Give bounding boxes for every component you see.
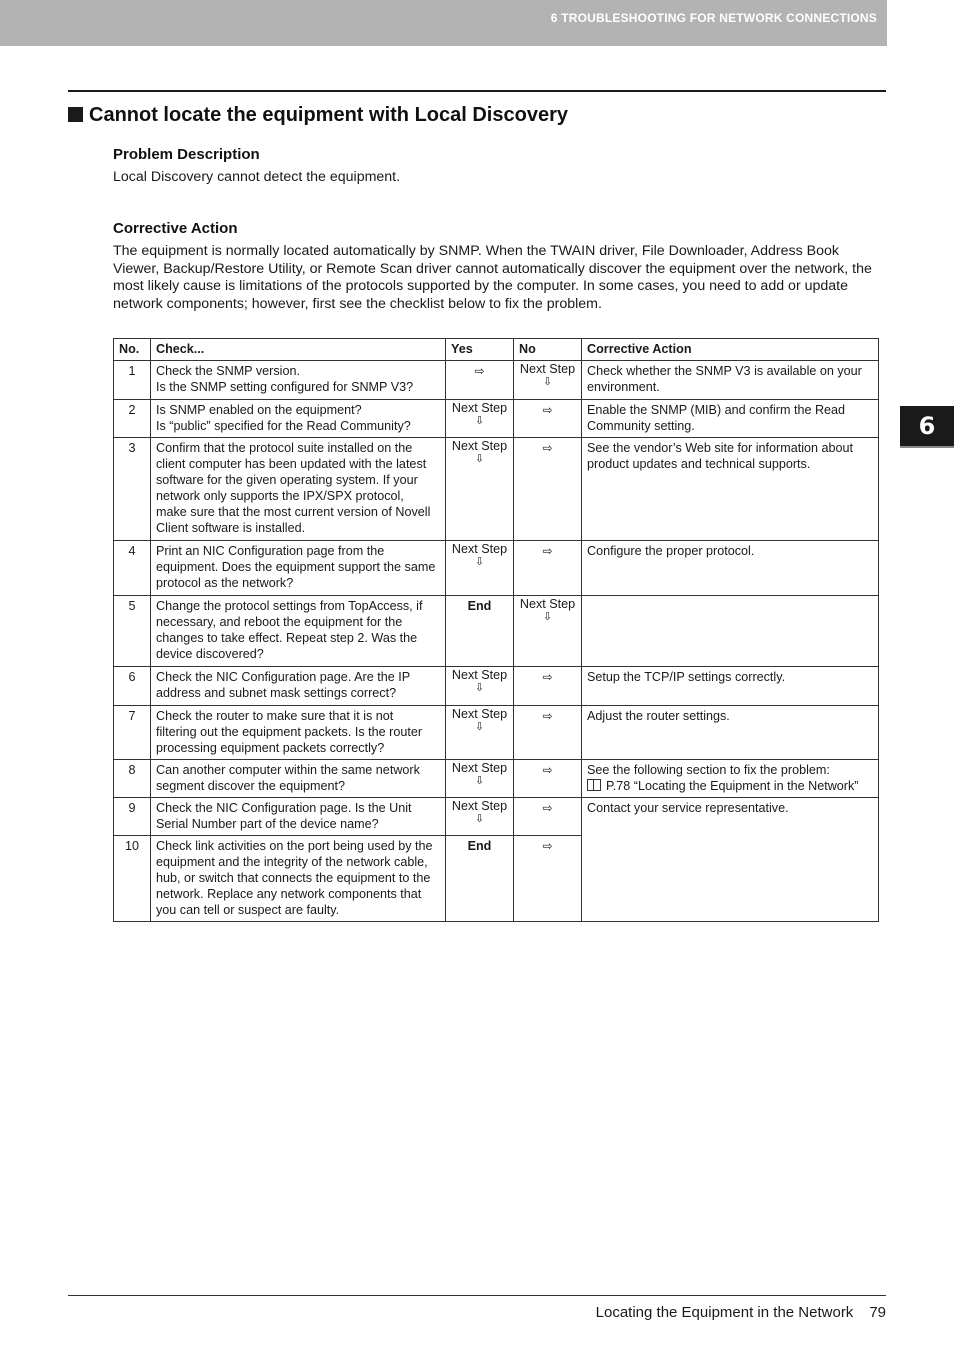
- check-line: network. Replace any network components that: [156, 887, 422, 901]
- yes-cell: [446, 438, 514, 541]
- check-line: changes to take effect. Repeat step 2. Was the: [156, 631, 418, 645]
- check-line: network only supports the IPX/SPX protocol,: [156, 489, 404, 503]
- row-number: 6: [114, 667, 151, 706]
- check-line: Check link activities on the port being used by the: [156, 839, 433, 853]
- action-line: Configure the proper protocol.: [587, 544, 755, 558]
- check-line: Check the NIC Configuration page. Are the IP: [156, 670, 411, 684]
- check-line: hub, or switch that connects the equipment to the: [156, 871, 431, 885]
- action-line: Contact your service representative.: [587, 801, 789, 815]
- page-footer: [596, 1304, 886, 1321]
- action-line: Adjust the router settings.: [587, 709, 730, 723]
- header-check: Check...: [151, 339, 446, 361]
- row-number: 10: [114, 836, 151, 922]
- check-line: processing equipment packets correctly?: [156, 741, 385, 755]
- check-line: Client software is installed.: [156, 521, 306, 535]
- table-row: [114, 798, 879, 836]
- check-cell: [151, 438, 446, 541]
- end-label: End: [467, 599, 492, 613]
- yes-cell: [446, 541, 514, 596]
- problem-heading: Problem Description: [113, 146, 260, 163]
- check-line: Confirm that the protocol suite installed on the: [156, 441, 413, 455]
- square-bullet-icon: [68, 107, 83, 122]
- next-step-label: Next Step: [451, 707, 508, 721]
- problem-text: Local Discovery cannot detect the equipment.: [113, 169, 401, 185]
- arrow-down-icon: ⇩: [474, 452, 485, 465]
- no-cell: [514, 760, 582, 798]
- action-cell: [582, 706, 879, 760]
- arrow-right-icon: ⇨: [542, 403, 553, 417]
- no-cell: [514, 361, 582, 400]
- check-line: Print an NIC Configuration page from the: [156, 544, 385, 558]
- check-line: device discovered?: [156, 647, 264, 661]
- footer-section-title: Locating the Equipment in the Network: [595, 1304, 854, 1321]
- action-cell: [582, 667, 879, 706]
- check-line: software for the given operating system. If your: [156, 473, 418, 487]
- arrow-down-icon: ⇩: [474, 555, 485, 568]
- table-header-row: [114, 339, 879, 361]
- arrow-right-icon: ⇨: [542, 441, 553, 455]
- next-step-label: Next Step: [451, 799, 508, 813]
- check-line: Serial Number part of the device name?: [156, 817, 379, 831]
- check-line: necessary, and reboot the equipment for the: [156, 615, 403, 629]
- check-line: Change the protocol settings from TopAccess, if: [156, 599, 423, 613]
- arrow-down-icon: ⇩: [474, 414, 485, 427]
- no-cell: [514, 438, 582, 541]
- check-line: you can tell or suspect are faulty.: [156, 903, 340, 917]
- next-step-label: Next Step: [451, 439, 508, 453]
- no-cell: [514, 798, 582, 836]
- check-cell: [151, 760, 446, 798]
- chapter-header-bar: [0, 0, 887, 46]
- header-yes: Yes: [446, 339, 514, 361]
- check-line: Is “public” specified for the Read Community?: [156, 419, 411, 433]
- action-line: network components; however, first see the checklist below to fix the problem.: [113, 295, 602, 312]
- arrow-down-icon: ⇩: [542, 610, 553, 623]
- arrow-down-icon: ⇩: [474, 720, 485, 733]
- action-cell: [582, 760, 879, 798]
- page-number: 79: [869, 1304, 886, 1321]
- arrow-right-icon: ⇨: [542, 670, 553, 684]
- next-step-label: Next Step: [451, 401, 508, 415]
- check-line: Can another computer within the same network: [156, 763, 420, 777]
- check-line: filtering out the equipment packets. Is the router: [156, 725, 423, 739]
- yes-cell: [446, 400, 514, 438]
- checklist-table: [113, 338, 879, 922]
- row-number: 3: [114, 438, 151, 541]
- yes-cell: [446, 706, 514, 760]
- reference-link[interactable]: [587, 778, 873, 794]
- check-line: address and subnet mask settings correct?: [156, 686, 397, 700]
- table-row: [114, 361, 879, 400]
- check-cell: [151, 400, 446, 438]
- table-row: [114, 706, 879, 760]
- check-line: protocol as the network?: [156, 576, 294, 590]
- check-line: equipment. Does the equipment support the same: [156, 560, 436, 574]
- next-step-label: Next Step: [519, 362, 576, 376]
- arrow-right-icon: ⇨: [542, 763, 553, 777]
- arrow-right-icon: ⇨: [474, 364, 485, 378]
- end-label: End: [467, 839, 492, 853]
- no-cell: [514, 706, 582, 760]
- chapter-tab-underline: [900, 446, 954, 448]
- book-icon: [587, 779, 601, 791]
- action-line: Enable the SNMP (MIB) and confirm the Read: [587, 403, 846, 417]
- check-line: Is the SNMP setting configured for SNMP V3?: [156, 380, 414, 394]
- section-title: [68, 104, 568, 127]
- header-no: No.: [114, 339, 151, 361]
- arrow-right-icon: ⇨: [542, 801, 553, 815]
- action-cell: [582, 400, 879, 438]
- action-line: Community setting.: [587, 419, 695, 433]
- action-cell: [582, 438, 879, 541]
- table-row: [114, 667, 879, 706]
- row-number: 2: [114, 400, 151, 438]
- action-paragraph: [113, 243, 888, 313]
- no-cell: [514, 667, 582, 706]
- check-cell: [151, 361, 446, 400]
- action-line: See the following section to fix the problem:: [587, 763, 830, 777]
- action-heading: Corrective Action: [113, 220, 238, 237]
- chapter-header-title: 6 TROUBLESHOOTING FOR NETWORK CONNECTIONS: [550, 11, 877, 25]
- action-cell: [582, 361, 879, 400]
- no-cell: [514, 836, 582, 922]
- check-line: equipment and the integrity of the network cable,: [156, 855, 428, 869]
- action-line: most likely cause is limitations of the protocols supported by the computer. In some cases, you need to add or update: [113, 278, 848, 294]
- no-cell: [514, 596, 582, 667]
- next-step-label: Next Step: [451, 668, 508, 682]
- header-corrective-action: Corrective Action: [582, 339, 879, 361]
- action-cell: [582, 596, 879, 667]
- table-row: [114, 760, 879, 798]
- arrow-right-icon: ⇨: [542, 544, 553, 558]
- action-cell: [582, 541, 879, 596]
- arrow-right-icon: ⇨: [542, 709, 553, 723]
- row-number: 4: [114, 541, 151, 596]
- check-line: Check the NIC Configuration page. Is the Unit: [156, 801, 412, 815]
- arrow-right-icon: ⇨: [542, 839, 553, 853]
- action-line: See the vendor’s Web site for information about: [587, 441, 854, 455]
- check-cell: [151, 706, 446, 760]
- check-cell: [151, 798, 446, 836]
- check-cell: [151, 836, 446, 922]
- chapter-tab[interactable]: 6: [900, 406, 954, 446]
- row-number: 1: [114, 361, 151, 400]
- check-cell: [151, 541, 446, 596]
- action-line: Viewer, Backup/Restore Utility, or Remote Scan driver cannot automatically discover the equipment over the network, the: [113, 260, 872, 277]
- next-step-label: Next Step: [451, 761, 508, 775]
- no-cell: [514, 400, 582, 438]
- table-row: [114, 596, 879, 667]
- section-title-text: Cannot locate the equipment with Local Discovery: [89, 104, 568, 126]
- footer-rule: [68, 1295, 886, 1296]
- action-line: Check whether the SNMP V3 is available on your: [587, 364, 862, 378]
- check-line: make sure that the most current version of Novell: [156, 505, 431, 519]
- yes-cell: [446, 667, 514, 706]
- arrow-down-icon: ⇩: [474, 774, 485, 787]
- action-line: product updates and technical supports.: [587, 457, 811, 471]
- yes-cell: [446, 760, 514, 798]
- header-no-answer: No: [514, 339, 582, 361]
- action-line: Setup the TCP/IP settings correctly.: [587, 670, 786, 684]
- arrow-down-icon: ⇩: [474, 681, 485, 694]
- row-number: 7: [114, 706, 151, 760]
- row-number: 5: [114, 596, 151, 667]
- yes-cell: [446, 596, 514, 667]
- table-row: [114, 400, 879, 438]
- action-cell: [582, 798, 879, 922]
- table-row: [114, 438, 879, 541]
- action-line: environment.: [587, 380, 660, 394]
- check-line: segment discover the equipment?: [156, 779, 346, 793]
- next-step-label: Next Step: [451, 542, 508, 556]
- check-cell: [151, 596, 446, 667]
- reference-link-text: P.78 “Locating the Equipment in the Network”: [606, 779, 859, 793]
- yes-cell: [446, 798, 514, 836]
- check-line: Is SNMP enabled on the equipment?: [156, 403, 362, 417]
- next-step-label: Next Step: [519, 597, 576, 611]
- title-rule: [68, 90, 886, 92]
- table-row: [114, 541, 879, 596]
- arrow-down-icon: ⇩: [542, 375, 553, 388]
- row-number: 9: [114, 798, 151, 836]
- check-line: Check the router to make sure that it is not: [156, 709, 394, 723]
- no-cell: [514, 541, 582, 596]
- row-number: 8: [114, 760, 151, 798]
- arrow-down-icon: ⇩: [474, 812, 485, 825]
- action-line: The equipment is normally located automatically by SNMP. When the TWAIN driver, File Downloader, Address Book: [113, 243, 839, 259]
- yes-cell: [446, 836, 514, 922]
- yes-cell: [446, 361, 514, 400]
- check-line: Check the SNMP version.: [156, 364, 300, 378]
- check-cell: [151, 667, 446, 706]
- check-line: client computer has been updated with the latest: [156, 457, 427, 471]
